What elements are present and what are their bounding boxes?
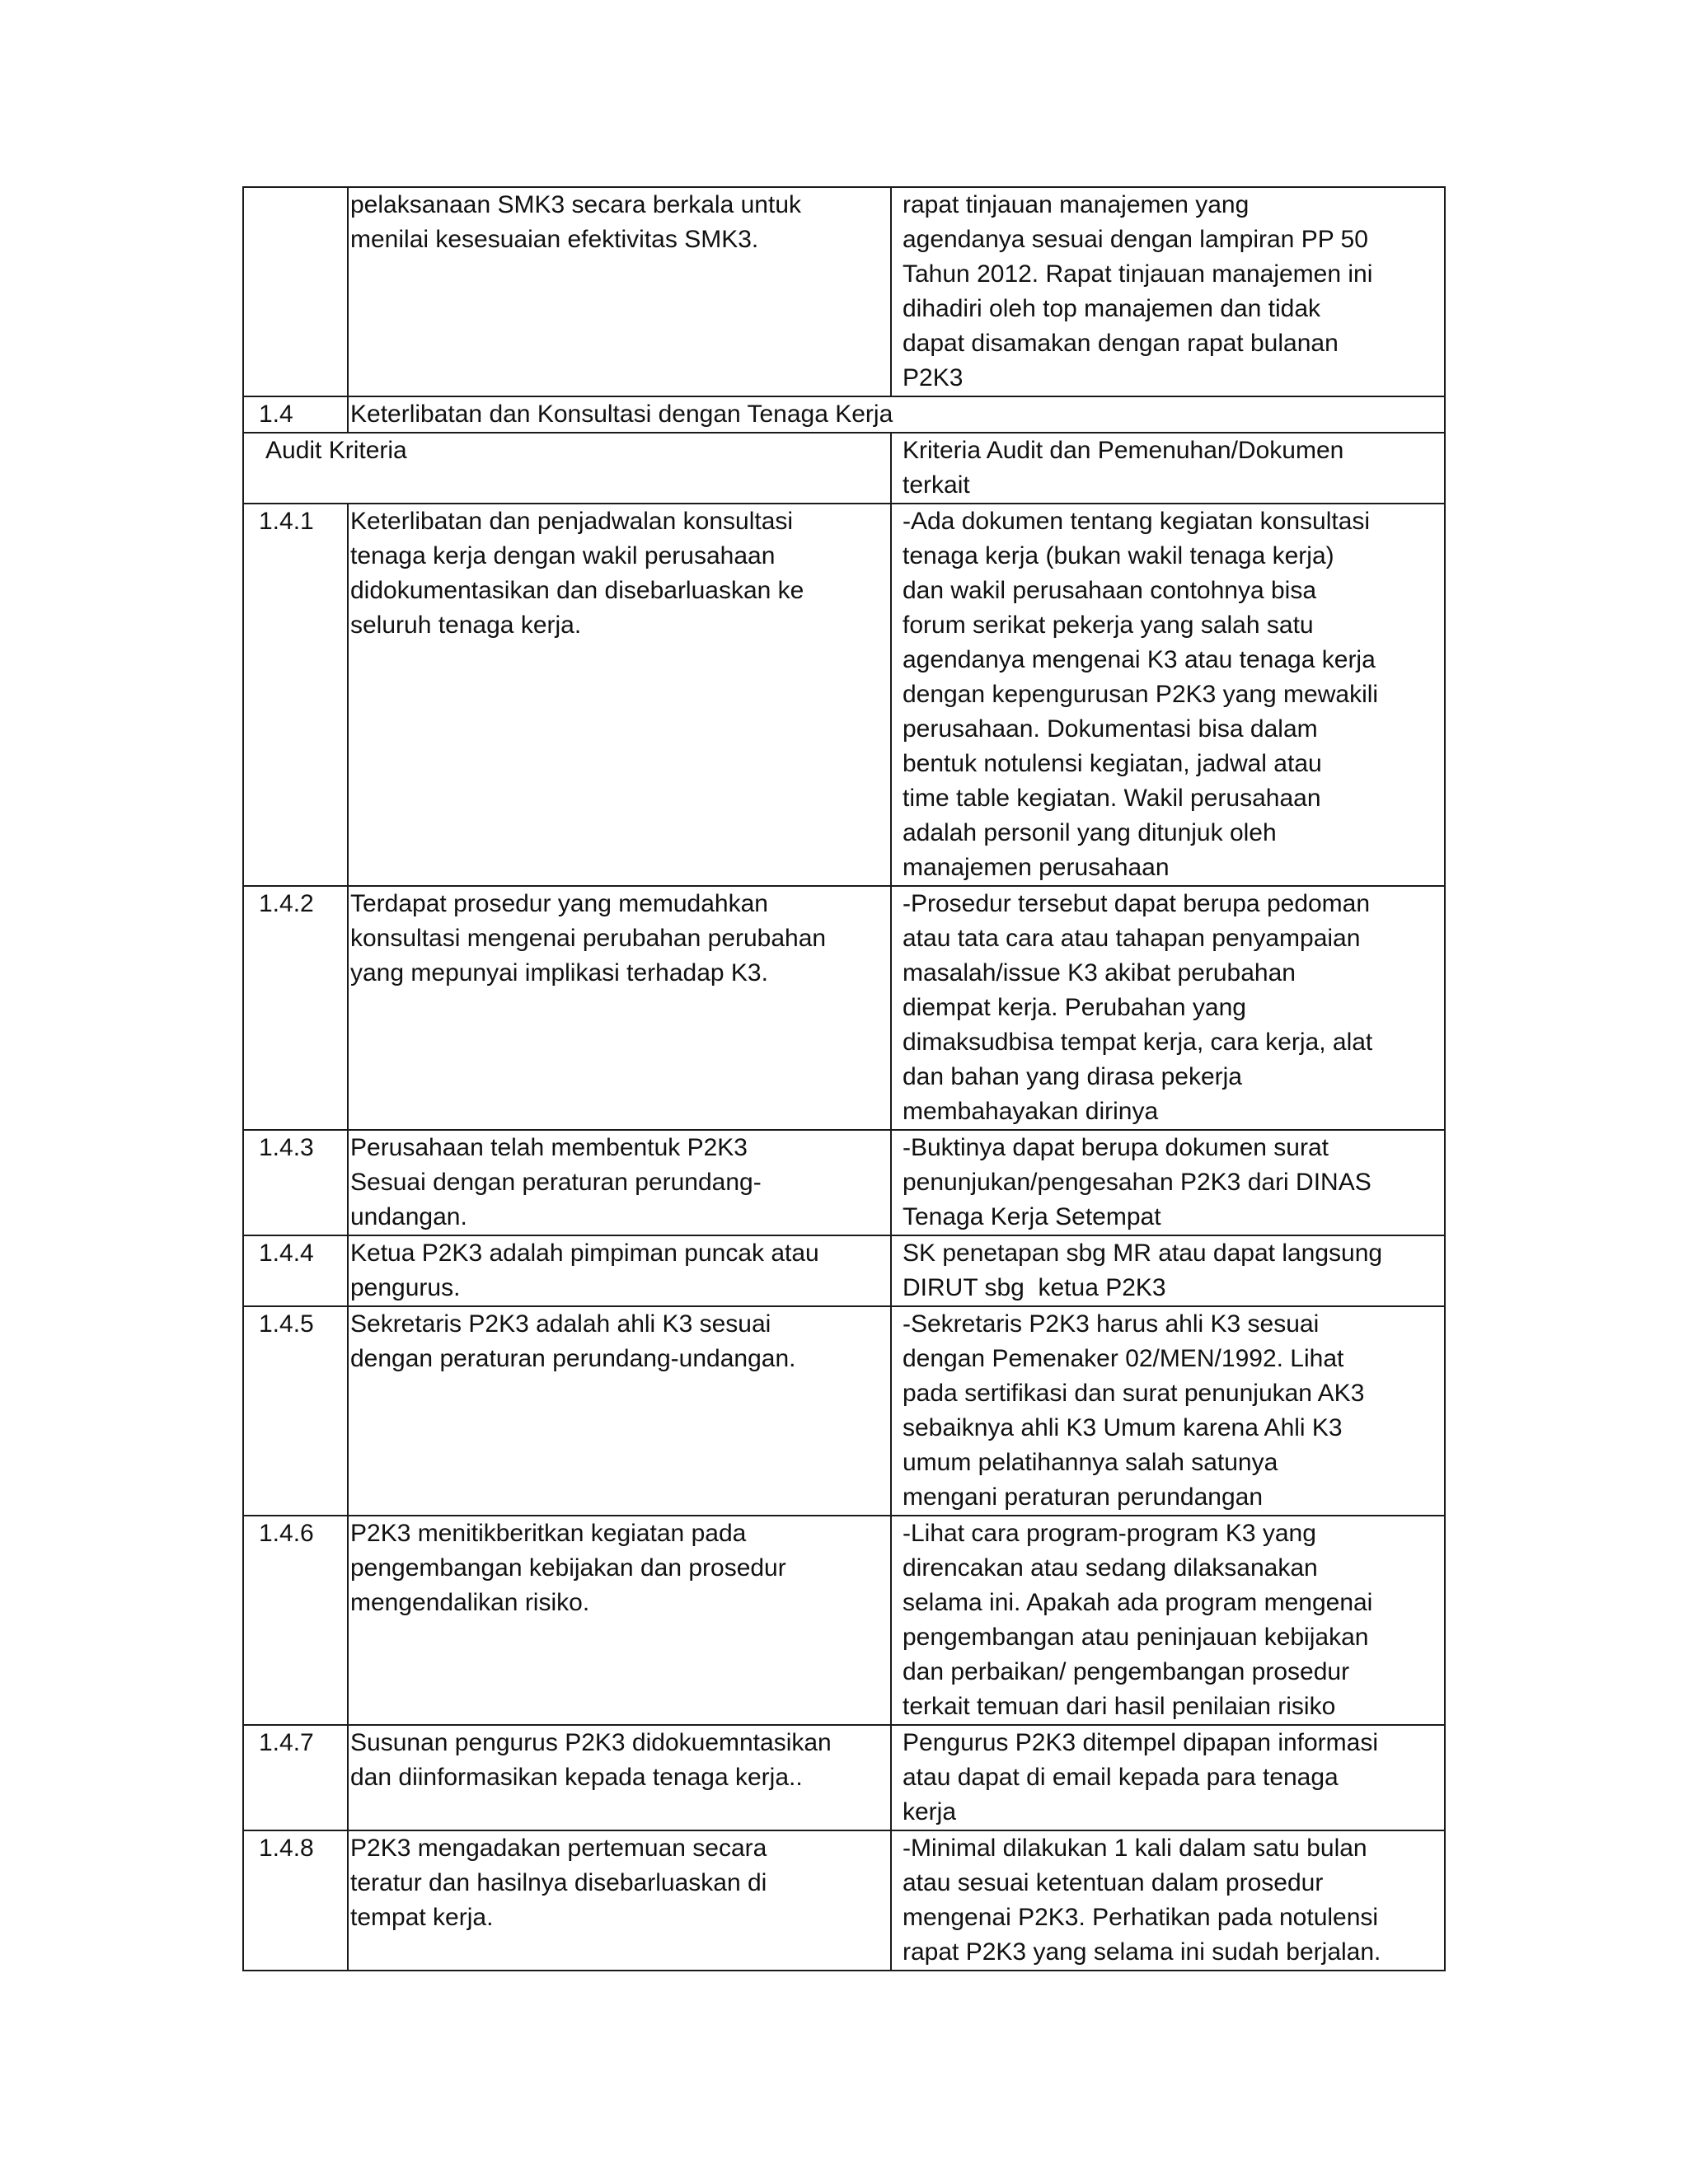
header-audit-kriteria: Audit Kriteria (243, 433, 891, 504)
criterion-cell: Terdapat prosedur yang memudahkan konsultasi mengenai perubahan perubahan yang mepunyai implikasi terhadap K3. (348, 886, 891, 1130)
row-number: 1.4.2 (243, 886, 348, 1130)
table-row (243, 1235, 1445, 1306)
row-number: 1.4.4 (243, 1235, 348, 1306)
audit-criteria-table (242, 186, 1446, 1971)
description-cell: -Lihat cara program-program K3 yang direncakan atau sedang dilaksanakan selama ini. Apakah ada program mengenai pengembangan atau peninjauan kebijakan dan perbaikan/ pengembangan prosedur terkait temuan dari hasil penilaian risiko (891, 1516, 1445, 1725)
description-cell (891, 187, 1445, 396)
criterion-cell: Susunan pengurus P2K3 didokuemntasikan dan diinformasikan kepada tenaga kerja.. (348, 1725, 891, 1830)
row-number: 1.4.8 (243, 1830, 348, 1971)
criterion-cell: P2K3 menitikberitkan kegiatan pada pengembangan kebijakan dan prosedur mengendalikan risiko. (348, 1516, 891, 1725)
table-row (243, 1725, 1445, 1830)
section-row (243, 396, 1445, 433)
description-cell: -Ada dokumen tentang kegiatan konsultasi tenaga kerja (bukan wakil tenaga kerja) dan wakil perusahaan contohnya bisa forum serikat pekerja yang salah satu agendanya mengenai K3 atau tenaga kerja dengan kepengurusan P2K3 yang mewakili perusahaan. Dokumentasi bisa dalam bentuk notulensi kegiatan, jadwal atau time table kegiatan. Wakil perusahaan adalah personil yang ditunjuk oleh manajemen perusahaan (891, 504, 1445, 886)
description-cell: -Buktinya dapat berupa dokumen surat penunjukan/pengesahan P2K3 dari DINAS Tenaga Kerja Setempat (891, 1130, 1445, 1235)
row-number-cell (243, 187, 348, 396)
description-cell: SK penetapan sbg MR atau dapat langsung DIRUT sbg ketua P2K3 (891, 1235, 1445, 1306)
criterion-cell: Sekretaris P2K3 adalah ahli K3 sesuai dengan peraturan perundang-undangan. (348, 1306, 891, 1516)
criterion-cell: P2K3 mengadakan pertemuan secara teratur dan hasilnya disebarluaskan di tempat kerja. (348, 1830, 891, 1971)
table-row (243, 1830, 1445, 1971)
description-cell: Pengurus P2K3 ditempel dipapan informasi atau dapat di email kepada para tenaga kerja (891, 1725, 1445, 1830)
continuation-row (243, 187, 1445, 396)
criterion-cell (348, 187, 891, 396)
table-row (243, 886, 1445, 1130)
row-number: 1.4.1 (243, 504, 348, 886)
row-number: 1.4.6 (243, 1516, 348, 1725)
table-row (243, 504, 1445, 886)
criterion-cell: Keterlibatan dan penjadwalan konsultasi tenaga kerja dengan wakil perusahaan didokumentasikan dan disebarluaskan ke seluruh tenaga kerja. (348, 504, 891, 886)
section-number: 1.4 (243, 396, 348, 433)
description-text: rapat tinjauan manajemen yang agendanya sesuai dengan lampiran PP 50 Tahun 2012. Rapat tinjauan manajemen ini dihadiri oleh top manajemen dan tidak dapat disamakan dengan rapat bulanan P2K3 (903, 191, 1373, 391)
table-row (243, 1516, 1445, 1725)
header-kriteria-audit: Kriteria Audit dan Pemenuhan/Dokumen terkait (891, 433, 1445, 504)
criterion-cell: Ketua P2K3 adalah pimpiman puncak atau pengurus. (348, 1235, 891, 1306)
criterion-cell: Perusahaan telah membentuk P2K3 Sesuai dengan peraturan perundang- undangan. (348, 1130, 891, 1235)
section-title: Keterlibatan dan Konsultasi dengan Tenaga Kerja (348, 396, 1445, 433)
criterion-text: pelaksanaan SMK3 secara berkala untuk menilai kesesuaian efektivitas SMK3. (350, 191, 802, 253)
row-number: 1.4.7 (243, 1725, 348, 1830)
row-number: 1.4.5 (243, 1306, 348, 1516)
table-header-row (243, 433, 1445, 504)
description-cell: -Minimal dilakukan 1 kali dalam satu bulan atau sesuai ketentuan dalam prosedur mengenai P2K3. Perhatikan pada notulensi rapat P2K3 yang selama ini sudah berjalan. (891, 1830, 1445, 1971)
row-number: 1.4.3 (243, 1130, 348, 1235)
table-row (243, 1306, 1445, 1516)
table-row (243, 1130, 1445, 1235)
description-cell: -Prosedur tersebut dapat berupa pedoman atau tata cara atau tahapan penyampaian masalah/issue K3 akibat perubahan diempat kerja. Perubahan yang dimaksudbisa tempat kerja, cara kerja, alat dan bahan yang dirasa pekerja membahayakan dirinya (891, 886, 1445, 1130)
description-cell: -Sekretaris P2K3 harus ahli K3 sesuai dengan Pemenaker 02/MEN/1992. Lihat pada sertifikasi dan surat penunjukan AK3 sebaiknya ahli K3 Umum karena Ahli K3 umum pelatihannya salah satunya mengani peraturan perundangan (891, 1306, 1445, 1516)
